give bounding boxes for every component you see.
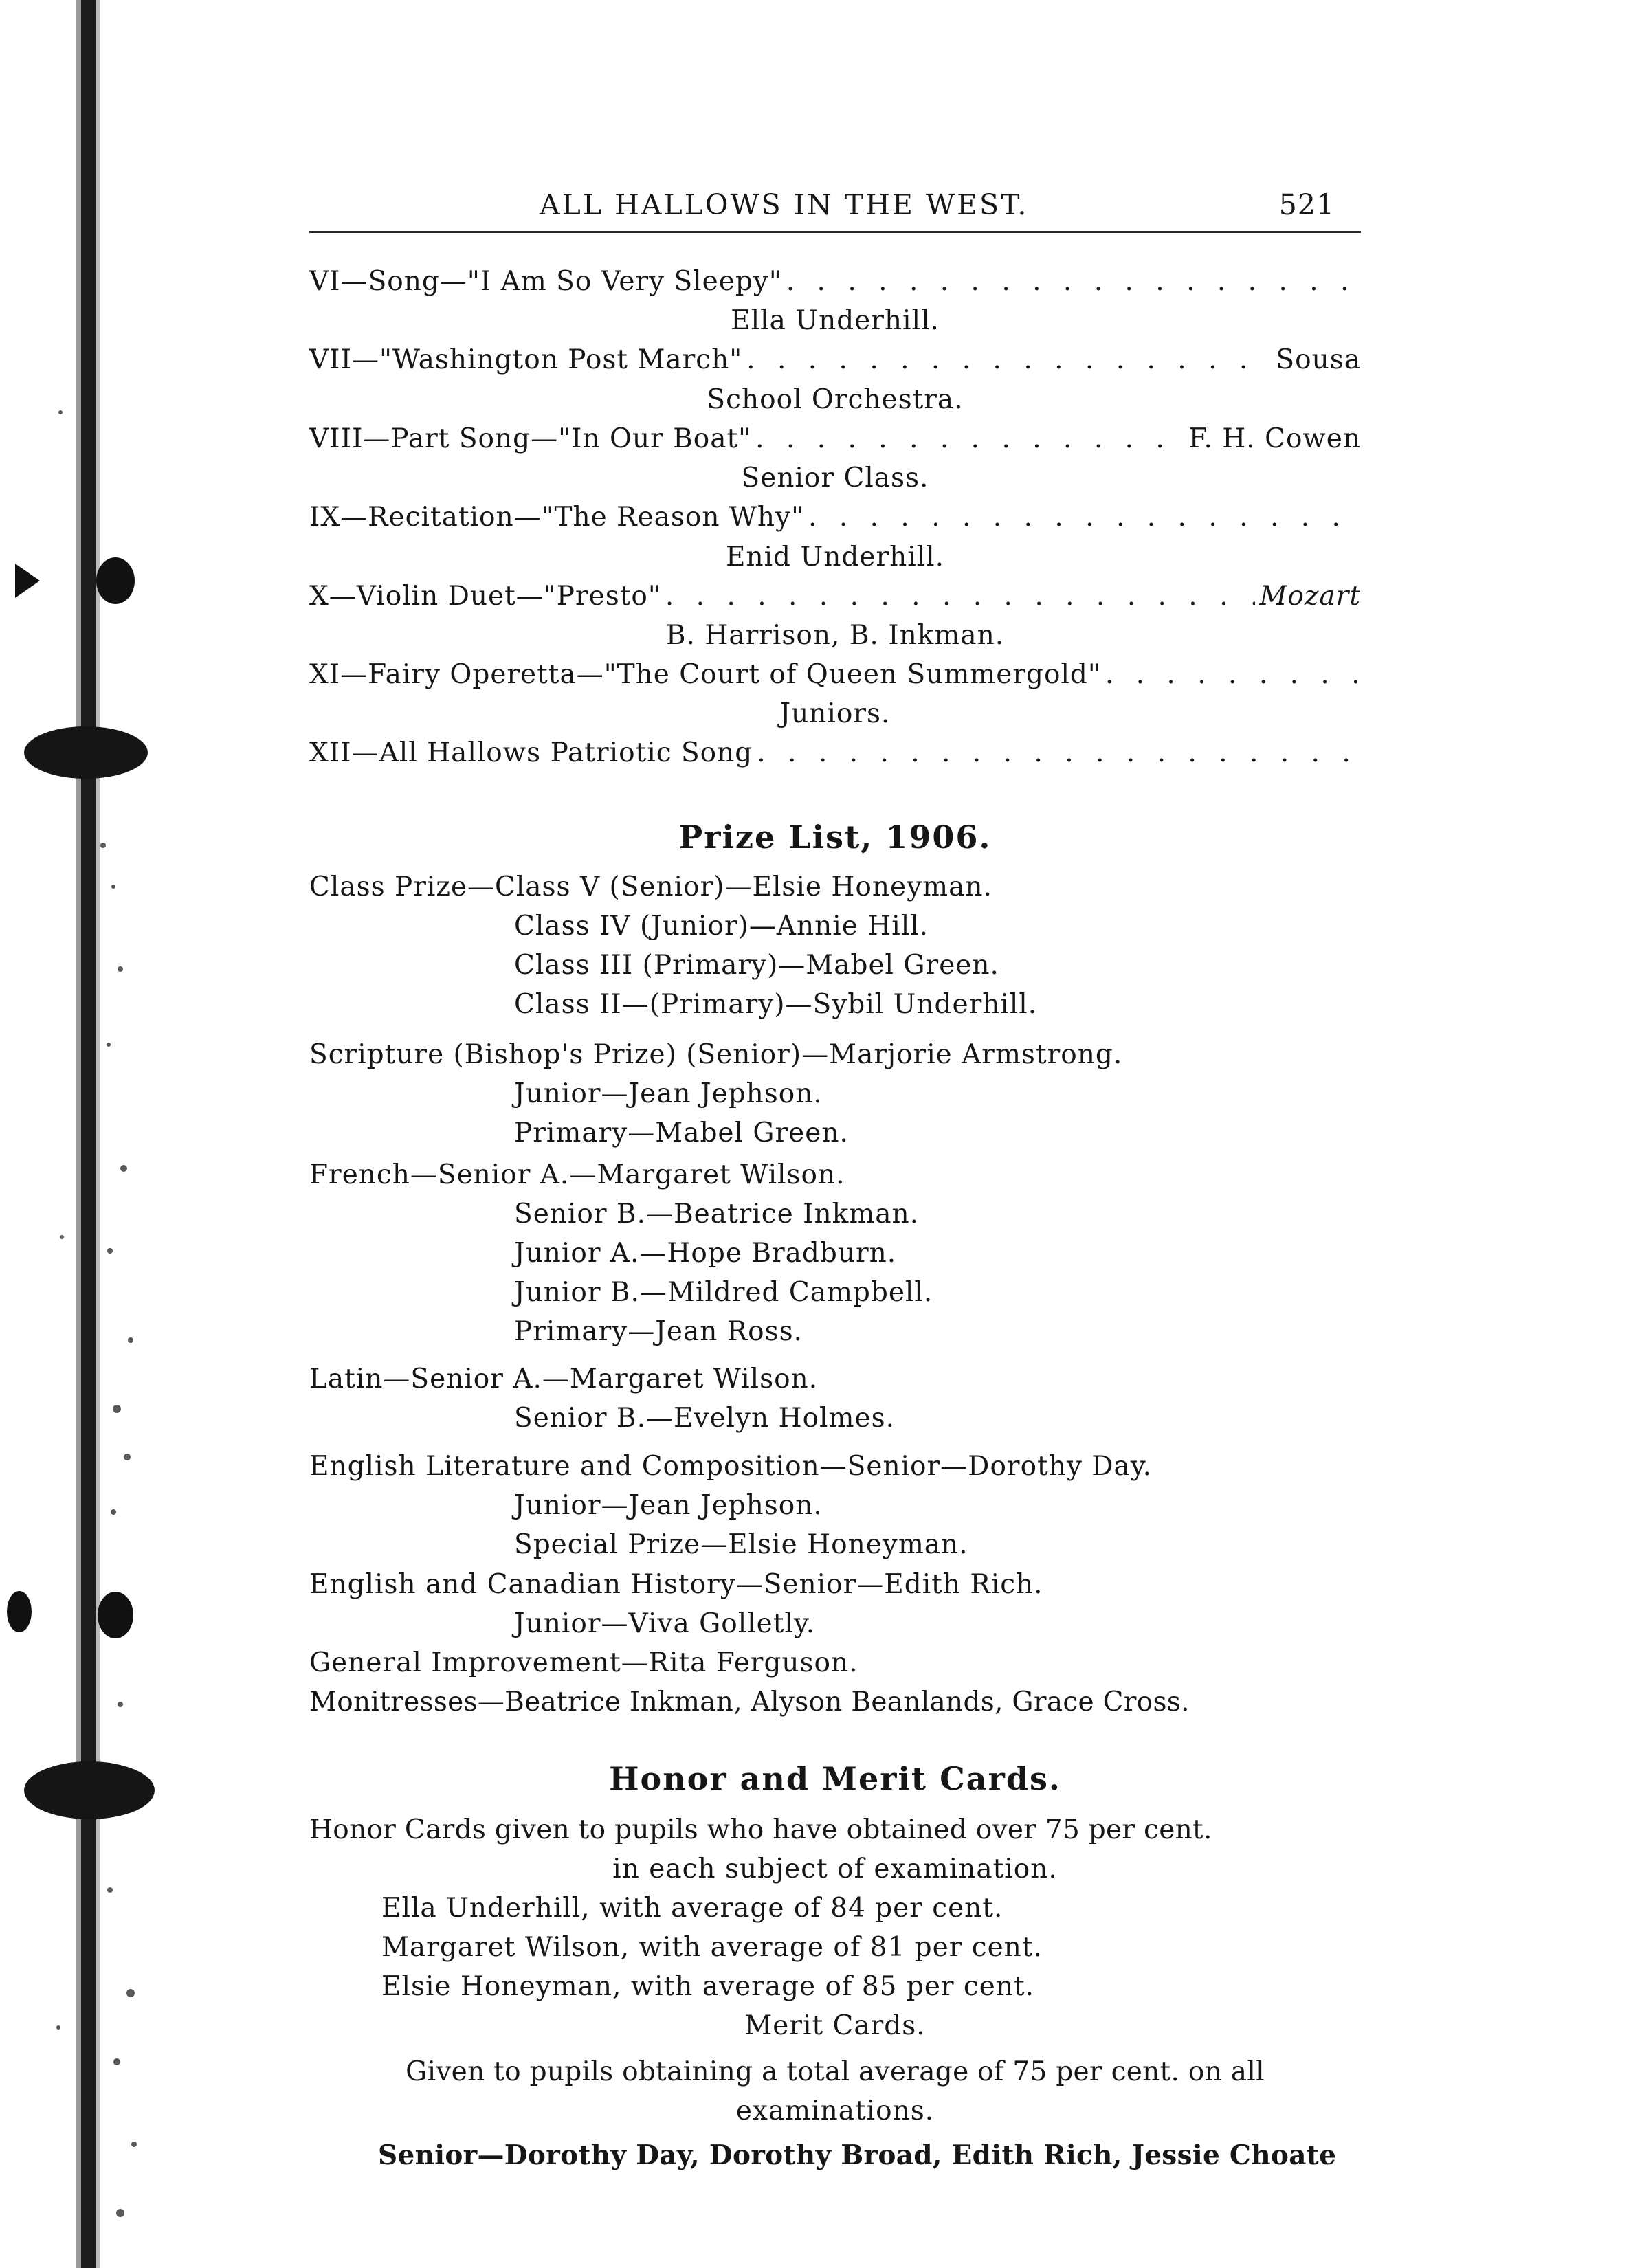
honor-line: Ella Underhill, with average of 84 per cent.	[381, 1893, 1003, 1924]
page-number: 521	[1278, 188, 1335, 221]
prize-line: Class III (Primary)—Mabel Green.	[514, 950, 999, 981]
honor-line: Elsie Honeyman, with average of 85 per cent.	[381, 1971, 1035, 2002]
running-header	[309, 184, 1361, 225]
program-item-title: X—Violin Duet—"Presto"	[309, 581, 661, 612]
dot-leader	[757, 733, 1357, 773]
program-item-title: XI—Fairy Operetta—"The Court of Queen Summergold"	[309, 659, 1101, 690]
prize-line: Primary—Jean Ross.	[514, 1316, 803, 1347]
program-composer: Sousa	[1276, 344, 1361, 375]
program-item-title: XII—All Hallows Patriotic Song	[309, 737, 753, 768]
prize-list-heading: Prize List, 1906.	[678, 819, 992, 856]
honor-merit-heading: Honor and Merit Cards.	[609, 1760, 1061, 1797]
prize-line: Latin—Senior A.—Margaret Wilson.	[309, 1364, 819, 1394]
program-performer: School Orchestra.	[707, 384, 964, 415]
program-composer: Mozart	[1259, 581, 1361, 612]
program-performer: Enid Underhill.	[725, 542, 945, 572]
prize-line: General Improvement—Rita Ferguson.	[309, 1647, 858, 1678]
dot-leader	[755, 419, 1184, 459]
prize-line: Scripture (Bishop's Prize) (Senior)—Marjorie Armstrong.	[309, 1039, 1123, 1070]
program-item-title: IX—Recitation—"The Reason Why"	[309, 502, 805, 533]
program-performer: Senior Class.	[741, 463, 929, 493]
prize-line: Junior—Jean Jephson.	[514, 1078, 823, 1109]
dot-leader	[786, 262, 1357, 302]
dot-leader	[746, 340, 1272, 380]
honor-line: in each subject of examination.	[612, 1854, 1058, 1885]
program-performer: B. Harrison, B. Inkman.	[665, 620, 1005, 651]
program-composer: F. H. Cowen	[1188, 423, 1361, 454]
prize-line: Special Prize—Elsie Honeyman.	[514, 1529, 968, 1560]
program-item	[309, 262, 1361, 302]
honor-line: Honor Cards given to pupils who have obtained over 75 per cent.	[309, 1814, 1212, 1845]
program-item-title: VIII—Part Song—"In Our Boat"	[309, 423, 752, 454]
dot-leader	[665, 577, 1256, 616]
prize-line: Senior B.—Beatrice Inkman.	[514, 1199, 919, 1230]
prize-line: Monitresses—Beatrice Inkman, Alyson Beanlands, Grace Cross.	[309, 1687, 1190, 1717]
program-item	[309, 733, 1361, 773]
program-item	[309, 340, 1361, 380]
program-performer: Ella Underhill.	[731, 305, 940, 336]
program-item	[309, 419, 1361, 459]
prize-line: Junior—Viva Golletly.	[514, 1608, 816, 1639]
prize-line: English and Canadian History—Senior—Edith Rich.	[309, 1569, 1043, 1600]
prize-line: Junior A.—Hope Bradburn.	[514, 1238, 897, 1269]
prize-line: English Literature and Composition—Senior—Dorothy Day.	[309, 1451, 1153, 1482]
prize-line: Senior B.—Evelyn Holmes.	[514, 1403, 896, 1434]
merit-cards-subheading: Merit Cards.	[744, 2010, 926, 2041]
program-performer: Juniors.	[779, 698, 891, 729]
prize-line: Class II—(Primary)—Sybil Underhill.	[514, 989, 1038, 1020]
prize-line: Class Prize—Class V (Senior)—Elsie Honeyman.	[309, 871, 992, 902]
prize-line: Junior—Jean Jephson.	[514, 1490, 823, 1521]
scan-binding-edge	[0, 0, 179, 2268]
honor-line: examinations.	[735, 2095, 935, 2126]
program-item-title: VII—"Washington Post March"	[309, 344, 743, 375]
header-rule	[309, 231, 1361, 233]
honor-line: Senior—Dorothy Day, Dorothy Broad, Edith Rich, Jessie Choate	[378, 2139, 1337, 2171]
program-item	[309, 498, 1361, 537]
honor-line: Margaret Wilson, with average of 81 per cent.	[381, 1932, 1043, 1963]
program-item	[309, 577, 1361, 616]
honor-line: Given to pupils obtaining a total average of 75 per cent. on all	[406, 2056, 1265, 2087]
dot-leader	[808, 498, 1357, 537]
prize-line: Primary—Mabel Green.	[514, 1118, 849, 1148]
program-item-title: VI—Song—"I Am So Very Sleepy"	[309, 266, 782, 297]
program-item	[309, 655, 1361, 695]
prize-line: French—Senior A.—Margaret Wilson.	[309, 1159, 845, 1190]
prize-line: Class IV (Junior)—Annie Hill.	[514, 911, 929, 942]
prize-line: Junior B.—Mildred Campbell.	[514, 1277, 933, 1308]
dot-leader	[1105, 655, 1357, 695]
header-title: ALL HALLOWS IN THE WEST.	[540, 188, 1029, 221]
